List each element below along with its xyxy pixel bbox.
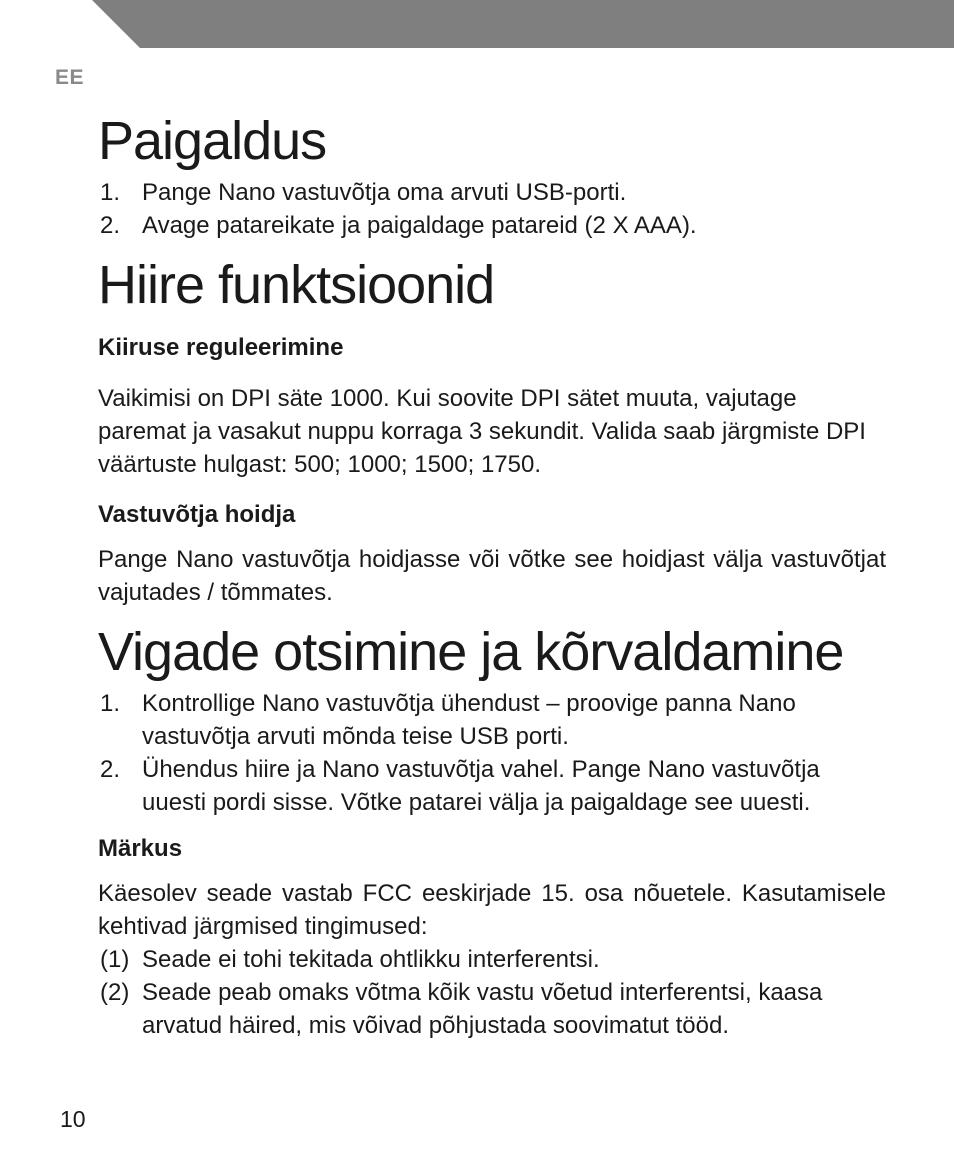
step-text: Pange Nano vastuvõtja oma arvuti USB-porti. bbox=[142, 179, 627, 206]
list-item bbox=[98, 687, 886, 753]
step-text: Ühendus hiire ja Nano vastuvõtja vahel. Pange Nano vastuvõtja uuesti pordi sisse. Võtke patarei välja ja paigaldage see uuesti. bbox=[142, 756, 820, 816]
condition-number: (1) bbox=[100, 946, 130, 973]
list-item bbox=[98, 976, 886, 1042]
list-item bbox=[98, 176, 886, 209]
holder-body: Pange Nano vastuvõtja hoidjasse või võtke see hoidjast välja vastuvõtjat vajutades / tõmmates. bbox=[98, 546, 886, 606]
installation-title: Paigaldus bbox=[98, 111, 327, 171]
speed-body: Vaikimisi on DPI säte 1000. Kui soovite DPI sätet muuta, vajutage paremat ja vasakut nuppu korraga 3 sekundit. Valida saab järgmiste DPI väärtuste hulgast: 500; 1000; 1500; 1750. bbox=[98, 385, 866, 478]
holder-heading: Vastuvõtja hoidja bbox=[98, 501, 296, 528]
list-item bbox=[98, 943, 886, 976]
list-item bbox=[98, 753, 886, 819]
page-content bbox=[98, 108, 886, 1042]
condition-text: Seade peab omaks võtma kõik vastu võetud interferentsi, kaasa arvatud häired, mis võivad põhjustada soovimatut tööd. bbox=[142, 979, 823, 1039]
troubleshooting-steps bbox=[98, 687, 886, 819]
step-number: 1. bbox=[100, 690, 121, 717]
troubleshooting-title: Vigade otsimine ja kõrvaldamine bbox=[98, 622, 844, 682]
header-band bbox=[0, 0, 954, 48]
note-heading: Märkus bbox=[98, 835, 183, 862]
page-number: 10 bbox=[60, 1106, 86, 1132]
note-conditions bbox=[98, 943, 886, 1042]
step-number: 2. bbox=[100, 212, 121, 239]
step-number: 1. bbox=[100, 179, 121, 206]
functions-title: Hiire funktsioonid bbox=[98, 255, 495, 315]
list-item bbox=[98, 209, 886, 242]
step-text: Kontrollige Nano vastuvõtja ühendust – proovige panna Nano vastuvõtja arvuti mõnda teise USB porti. bbox=[142, 690, 796, 750]
note-body: Käesolev seade vastab FCC eeskirjade 15. osa nõuetele. Kasutamisele kehtivad järgmised tingimused: bbox=[98, 880, 886, 940]
step-number: 2. bbox=[100, 756, 121, 783]
step-text: Avage patareikate ja paigaldage patareid (2 X AAA). bbox=[142, 212, 697, 239]
installation-steps bbox=[98, 176, 886, 242]
speed-heading: Kiiruse reguleerimine bbox=[98, 334, 344, 361]
condition-text: Seade ei tohi tekitada ohtlikku interferentsi. bbox=[142, 946, 600, 973]
condition-number: (2) bbox=[100, 979, 130, 1006]
language-tag: EE bbox=[55, 66, 85, 89]
